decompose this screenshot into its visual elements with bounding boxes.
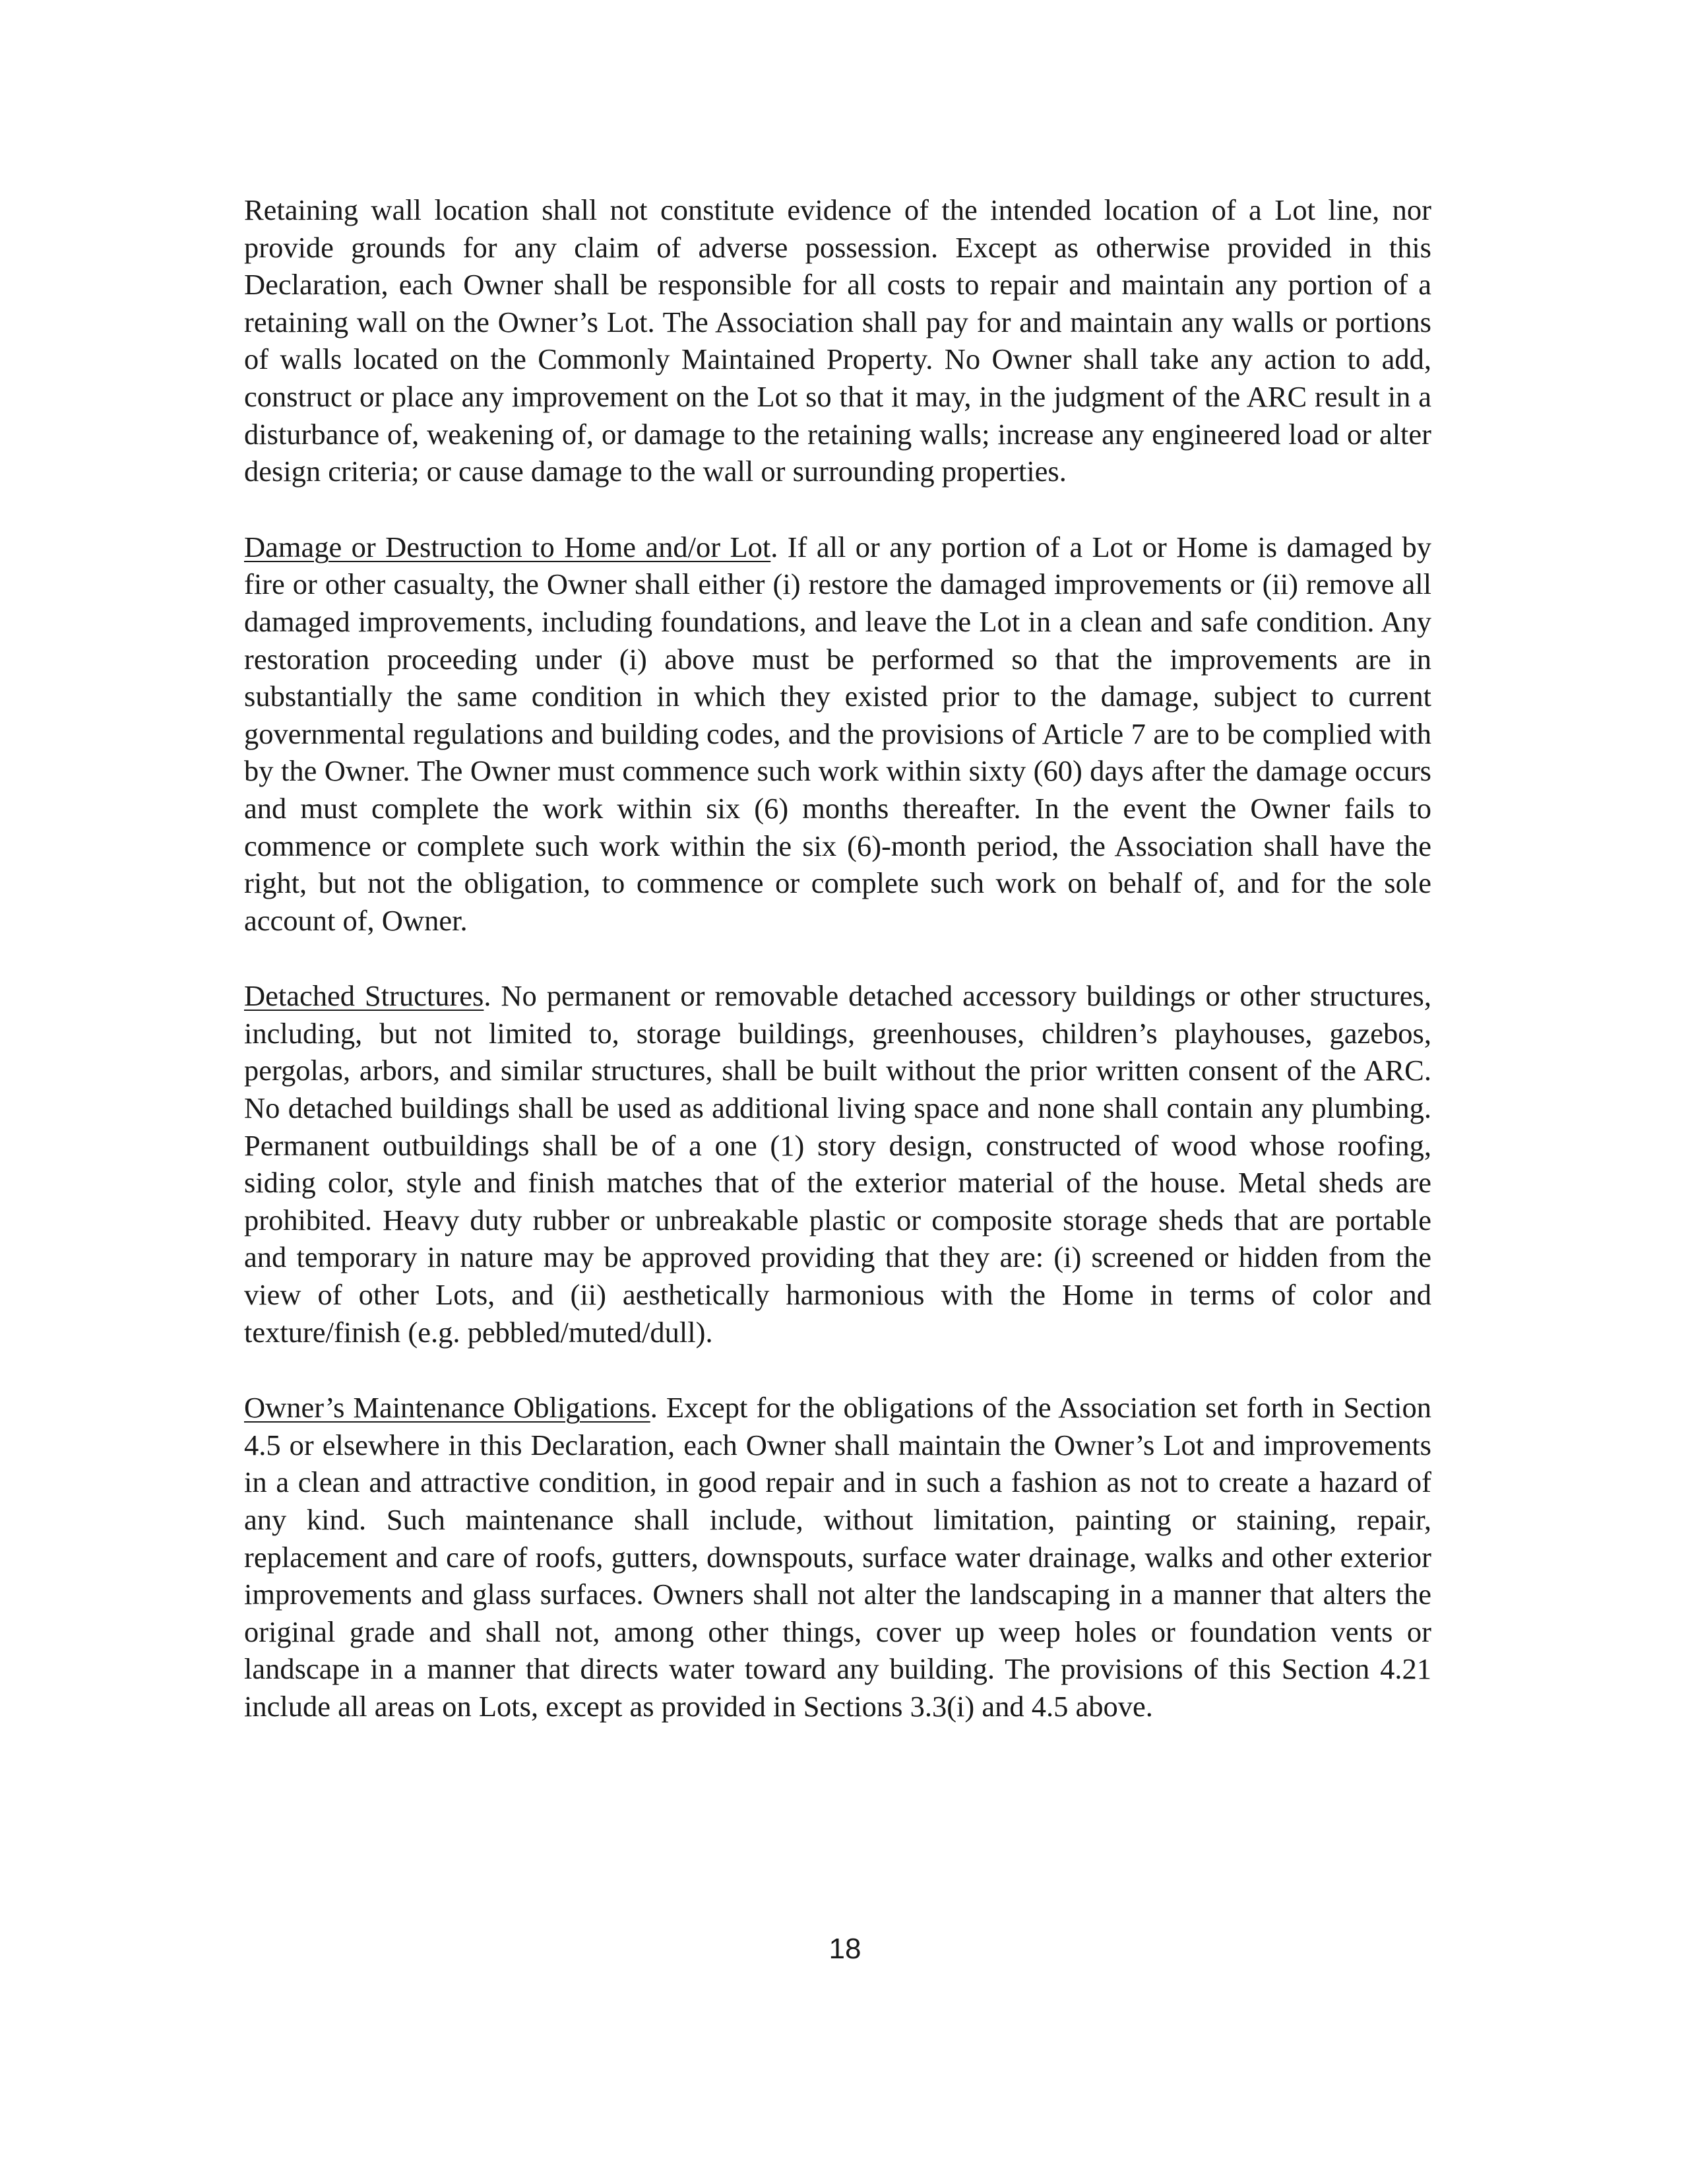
page-number: 18 [829,1933,861,1965]
paragraph-damage-destruction [244,529,1431,940]
paragraph-detached-structures [244,977,1431,1351]
section-heading-damage-destruction: Damage or Destruction to Home and/or Lot [244,530,771,563]
paragraph-retaining-wall [244,191,1431,490]
paragraph-text: Except for the obligations of the Association set forth in Section 4.5 or elsewhere in this Declaration, each Owner shall maintain the Owner’s Lot and improvements in a clean and attractive condition, in good repair and in such a fashion as not to create a hazard of any kind. Such maintenance shall include, without limitation, painting or staining, repair, replacement and care of roofs, gutters, downspouts, surface water drainage, walks and other exterior improvements and glass surfaces. Owners shall not alter the landscaping in a manner that alters the original grade and shall not, among other things, cover up weep holes or foundation vents or landscape in a manner that directs water toward any building. The provisions of this Section 4.21 include all areas on Lots, except as provided in Sections 3.3(i) and 4.5 above. [244,1391,1431,1723]
heading-period: . [484,979,491,1013]
heading-period: . [770,530,778,563]
paragraph-text: No permanent or removable detached accessory buildings or other structures, including, but not limited to, storage buildings, greenhouses, children’s playhouses, gazebos, pergolas, arbors, and similar structures, shall be built without the prior written consent of the ARC. No detached buildings shall be used as additional living space and none shall contain any plumbing. Permanent outbuildings shall be of a one (1) story design, constructed of wood whose roofing, siding color, style and finish matches that of the exterior material of the house. Metal sheds are prohibited. Heavy duty rubber or unbreakable plastic or composite storage sheds that are portable and temporary in nature may be approved providing that they are: (i) screened or hidden from the view of other Lots, and (ii) aesthetically harmonious with the Home in terms of color and texture/finish (e.g. pebbled/muted/dull). [244,979,1431,1349]
heading-period: . [650,1391,658,1425]
paragraph-owners-maintenance [244,1389,1431,1725]
document-body [244,191,1431,1764]
paragraph-text: Retaining wall location shall not constitute evidence of the intended location of a Lot line, nor provide grounds for any claim of adverse possession. Except as otherwise provided in this Declaration, each Owner shall be responsible for all costs to repair and maintain any portion of a retaining wall on the Owner’s Lot. The Association shall pay for and maintain any walls or portions of walls located on the Commonly Maintained Property. No Owner shall take any action to add, construct or place any improvement on the Lot so that it may, in the judgment of the ARC result in a disturbance of, weakening of, or damage to the retaining walls; increase any engineered load or alter design criteria; or cause damage to the wall or surrounding properties. [244,193,1431,488]
paragraph-text: If all or any portion of a Lot or Home is damaged by fire or other casualty, the Owner shall either (i) restore the damaged improvements or (ii) remove all damaged improvements, including foundations, and leave the Lot in a clean and safe condition. Any restoration proceeding under (i) above must be performed so that the improvements are in substantially the same condition in which they existed prior to the damage, subject to current governmental regulations and building codes, and the provisions of Article 7 are to be complied with by the Owner. The Owner must commence such work within sixty (60) days after the damage occurs and must complete the work within six (6) months thereafter. In the event the Owner fails to commence or complete such work within the six (6)-month period, the Association shall have the right, but not the obligation, to commence or complete such work on behalf of, and for the sole account of, Owner. [244,530,1431,937]
section-heading-detached-structures: Detached Structures [244,979,484,1013]
section-heading-owners-maintenance: Owner’s Maintenance Obligations [244,1391,650,1425]
